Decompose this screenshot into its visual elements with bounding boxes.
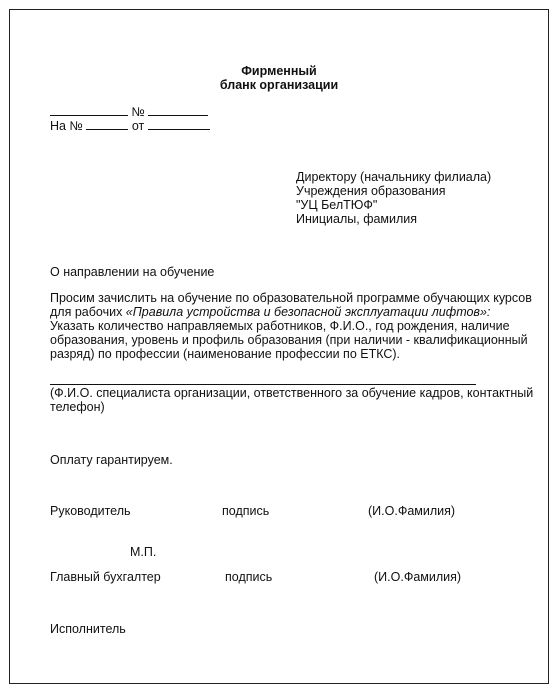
incoming-prefix: На № xyxy=(50,119,83,133)
addressee-line-3: "УЦ БелТЮФ" xyxy=(296,198,378,212)
from-label: от xyxy=(131,119,145,133)
letterhead-line-2: бланк организации xyxy=(219,78,339,92)
program-title: «Правила устройства и безопасной эксплуатации лифтов»: xyxy=(125,305,491,319)
head-name-label: (И.О.Фамилия) xyxy=(368,504,456,518)
payment-guarantee: Оплату гарантируем. xyxy=(50,453,173,467)
request-instructions: Указать количество направляемых работников, Ф.И.О., год рождения, наличие образования, уровень и профиль образования (при наличии - квалификационный разряд) по профессии (наименование профессии по ЕТКС). xyxy=(50,319,528,361)
executor-label: Исполнитель xyxy=(50,622,126,636)
stamp-place: М.П. xyxy=(130,545,157,559)
accountant-signature-label: подпись xyxy=(225,570,273,584)
outgoing-reference xyxy=(50,104,208,119)
outgoing-date-blank xyxy=(50,104,128,116)
addressee-line-4: Инициалы, фамилия xyxy=(296,212,418,226)
responsible-note: (Ф.И.О. специалиста организации, ответственного за обучение кадров, контактный телефон) xyxy=(50,386,534,414)
head-signature-label: подпись xyxy=(222,504,270,518)
addressee-line-1: Директору (начальнику филиала) xyxy=(296,170,492,184)
letterhead-line-1: Фирменный xyxy=(241,64,317,78)
incoming-number-blank xyxy=(86,118,128,130)
subject-line: О направлении на обучение xyxy=(50,265,215,279)
head-label: Руководитель xyxy=(50,504,131,518)
accountant-name-label: (И.О.Фамилия) xyxy=(374,570,462,584)
responsible-signature-line xyxy=(50,384,476,385)
incoming-reference xyxy=(50,118,210,133)
incoming-date-blank xyxy=(148,118,210,130)
request-intro: Просим зачислить на обучение по образовательной программе обучающих курсов для рабочих xyxy=(50,291,532,319)
request-paragraph xyxy=(50,291,550,361)
accountant-label: Главный бухгалтер xyxy=(50,570,161,584)
outgoing-number-blank xyxy=(148,104,208,116)
number-sign: № xyxy=(131,105,145,119)
addressee-line-2: Учреждения образования xyxy=(296,184,446,198)
letter-page xyxy=(9,9,549,684)
